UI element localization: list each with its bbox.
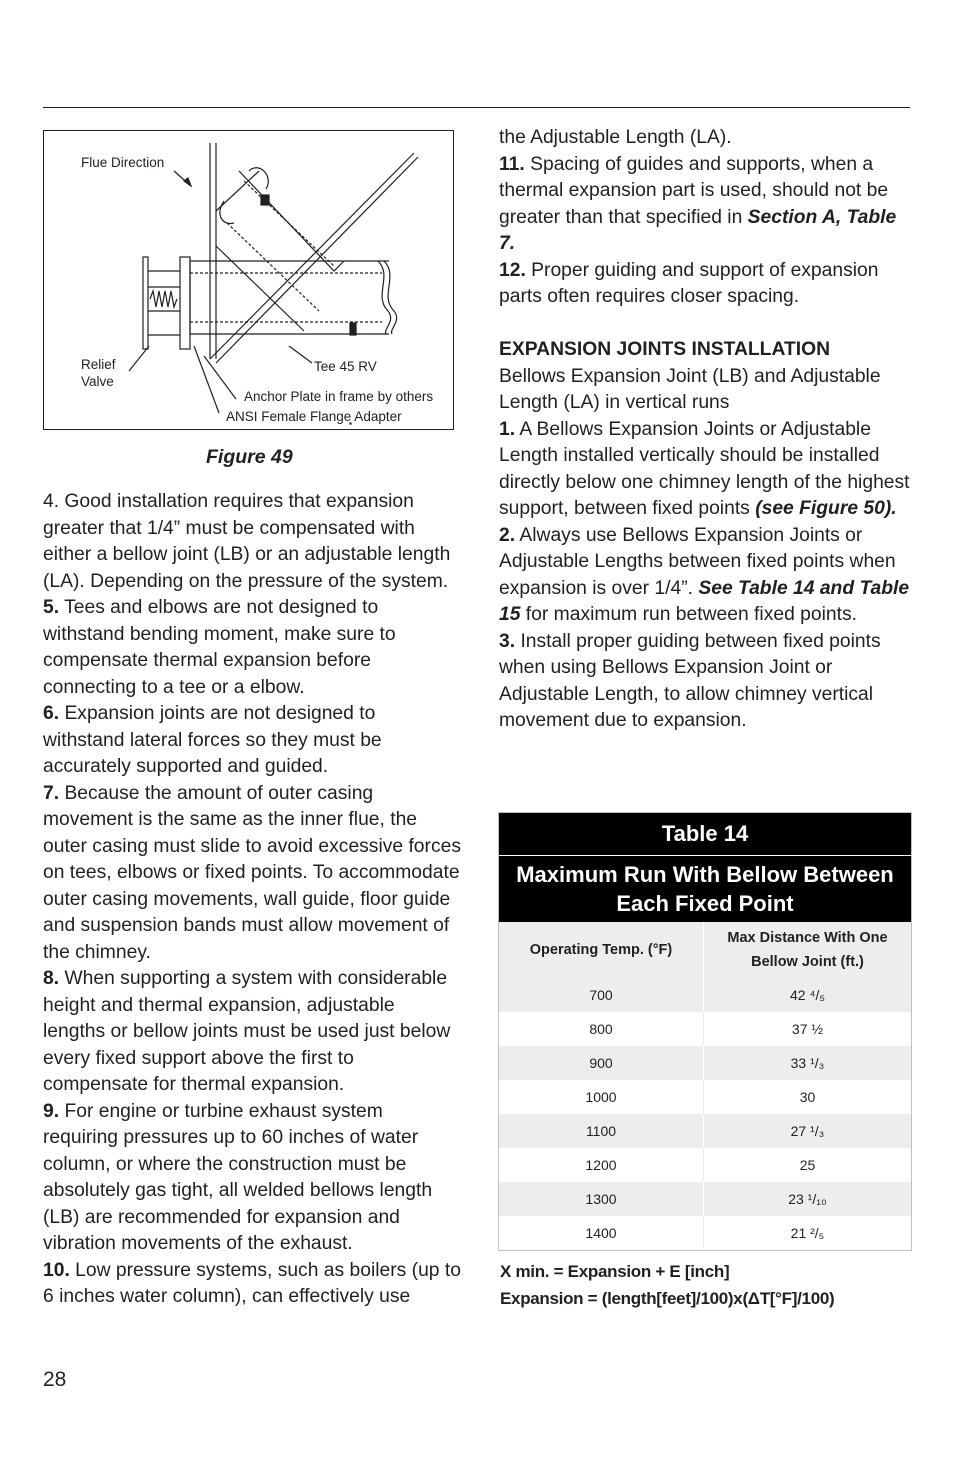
label-flue-direction: Flue Direction bbox=[81, 155, 165, 170]
cell-distance: 37 ½ bbox=[791, 1021, 824, 1037]
table-row bbox=[499, 1114, 911, 1148]
figure-caption: Figure 49 bbox=[206, 446, 293, 468]
item-number: 8. bbox=[43, 968, 60, 989]
formula-xmin: X min. = Expansion + E [inch] bbox=[500, 1262, 730, 1281]
expansion-item-1 bbox=[499, 417, 915, 523]
paragraph-text: Low pressure systems, such as boilers (up to 6 inches water column), can effectively use bbox=[43, 1259, 461, 1307]
cell-distance: 21 ²/₅ bbox=[790, 1225, 825, 1241]
cell-temp: 1200 bbox=[499, 1148, 704, 1182]
paragraph-text: Expansion joints are not designed to withstand lateral forces so they must be accurately supported and guided. bbox=[43, 703, 382, 777]
paragraph-text: Because the amount of outer casing movement is the same as the inner flue, the outer casing must slide to avoid excessive forces on tees, elbows or fixed points. To accommodate outer casing movements, wall guide, floor guide and suspension bands must allow movement of the chimney. bbox=[43, 782, 461, 963]
item-number: 3. bbox=[499, 630, 516, 652]
table-row bbox=[499, 1148, 911, 1182]
cell-temp: 1300 bbox=[499, 1182, 704, 1216]
label-relief-valve-line2: Valve bbox=[81, 374, 114, 389]
paragraph-11 bbox=[499, 152, 915, 258]
label-tee: Tee 45 RV bbox=[314, 359, 377, 374]
section-reference: Section A, Table 7. bbox=[499, 206, 897, 254]
item-number: 11. bbox=[499, 153, 525, 175]
table-14 bbox=[498, 812, 912, 1251]
label-flange-adapter: ANSI Female Flange Adapter bbox=[226, 409, 402, 424]
table-subtitle: Maximum Run With Bellow Between Each Fixed Point bbox=[499, 855, 911, 922]
expansion-item-3 bbox=[499, 629, 915, 735]
left-column bbox=[43, 489, 461, 1311]
label-anchor-plate: Anchor Plate in frame by others bbox=[244, 389, 434, 404]
section-intro: Bellows Expansion Joint (LB) and Adjustable Length (LA) in vertical runs bbox=[499, 365, 881, 413]
paragraph-text: Always use Bellows Expansion Joints or Adjustable Lengths between fixed points when expansion is over 1/4”. bbox=[499, 524, 896, 599]
paragraph-text-tail: for maximum run between fixed points. bbox=[520, 604, 857, 625]
paragraph-text: For engine or turbine exhaust system requiring pressures up to 60 inches of water column, or where the construction must be absolutely gas tight, all welded bellows length (LB) are recommended for expansion and vibration movements of the exhaust. bbox=[43, 1100, 433, 1254]
table-row bbox=[499, 978, 911, 1012]
cell-distance: 30 bbox=[799, 1089, 816, 1105]
paragraph-4: 4. Good installation requires that expansion greater that 1/4” must be compensated with either a bellow joint (LB) or an adjustable length (LA). Depending on the pressure of the system. bbox=[43, 491, 451, 592]
column-header-temp: Operating Temp. (°F) bbox=[499, 922, 704, 978]
table-row bbox=[499, 1012, 911, 1046]
section-heading: EXPANSION JOINTS INSTALLATION bbox=[499, 339, 831, 360]
column-header-distance: Max Distance With One Bellow Joint (ft.) bbox=[727, 930, 888, 970]
page-number: 28 bbox=[43, 1368, 67, 1391]
paragraph-text: Spacing of guides and supports, when a thermal expansion part is used, should not be greater than that specified in bbox=[499, 153, 889, 228]
paragraph-text: When supporting a system with considerable height and thermal expansion, adjustable lengths or bellow joints must be used just below every fixed support above the first to compensate for thermal expansion. bbox=[43, 968, 451, 1095]
right-column bbox=[499, 125, 915, 735]
item-number: 7. bbox=[43, 782, 60, 804]
item-number: 10. bbox=[43, 1259, 70, 1281]
paragraph-continuation: the Adjustable Length (LA). bbox=[499, 127, 732, 148]
cell-temp: 700 bbox=[499, 978, 704, 1012]
paragraph-8 bbox=[43, 966, 461, 1099]
cell-temp: 900 bbox=[499, 1046, 704, 1080]
figure-reference: (see Figure 50). bbox=[755, 498, 897, 519]
paragraph-text: A Bellows Expansion Joints or Adjustable Length installed vertically should be installed directly below one chimney length of the highest support, between fixed points bbox=[499, 418, 910, 519]
item-number: 1. bbox=[499, 418, 516, 440]
table-column-headers bbox=[499, 922, 911, 978]
table-reference: See Table 14 and Table 15 bbox=[499, 577, 910, 625]
cell-temp: 800 bbox=[499, 1012, 704, 1046]
paragraph-text: Install proper guiding between fixed points when using Bellows Expansion Joint or Adjustable Length, to allow chimney vertical movement due to expansion. bbox=[499, 630, 881, 731]
paragraph-6 bbox=[43, 701, 461, 781]
item-number: 6. bbox=[43, 703, 60, 724]
table-row bbox=[499, 1182, 911, 1216]
paragraph-9 bbox=[43, 1099, 461, 1258]
item-number: 12. bbox=[499, 259, 526, 281]
table-row bbox=[499, 1216, 911, 1250]
paragraph-10 bbox=[43, 1258, 461, 1311]
paragraph-text: Tees and elbows are not designed to withstand bending moment, make sure to compensate thermal expansion before connecting to a tee or a elbow. bbox=[43, 597, 396, 698]
table-row bbox=[499, 1046, 911, 1080]
paragraph-7 bbox=[43, 781, 461, 967]
item-number: 2. bbox=[499, 524, 516, 546]
formula-expansion: Expansion = (length[feet]/100)x(ΔT[°F]/100) bbox=[500, 1289, 835, 1308]
item-number: 5. bbox=[43, 597, 60, 618]
table-row bbox=[499, 1080, 911, 1114]
cell-temp: 1100 bbox=[499, 1114, 704, 1148]
table-title: Table 14 bbox=[499, 813, 911, 855]
expansion-item-2 bbox=[499, 523, 915, 629]
cell-distance: 25 bbox=[799, 1157, 816, 1173]
cell-temp: 1000 bbox=[499, 1080, 704, 1114]
paragraph-text: Proper guiding and support of expansion parts often requires closer spacing. bbox=[499, 259, 879, 307]
paragraph-5 bbox=[43, 595, 461, 701]
cell-distance: 27 ¹/₃ bbox=[790, 1123, 825, 1139]
figure-49 bbox=[43, 130, 454, 430]
cell-distance: 42 ⁴/₅ bbox=[789, 987, 825, 1003]
header-rule bbox=[43, 107, 910, 108]
cell-distance: 23 ¹/₁₀ bbox=[788, 1191, 827, 1207]
cell-distance: 33 ¹/₃ bbox=[790, 1055, 825, 1071]
item-number: 9. bbox=[43, 1100, 60, 1122]
table-body bbox=[499, 978, 911, 1250]
label-relief-valve-line1: Relief bbox=[81, 357, 116, 372]
cell-temp: 1400 bbox=[499, 1216, 704, 1250]
paragraph-12 bbox=[499, 258, 915, 311]
